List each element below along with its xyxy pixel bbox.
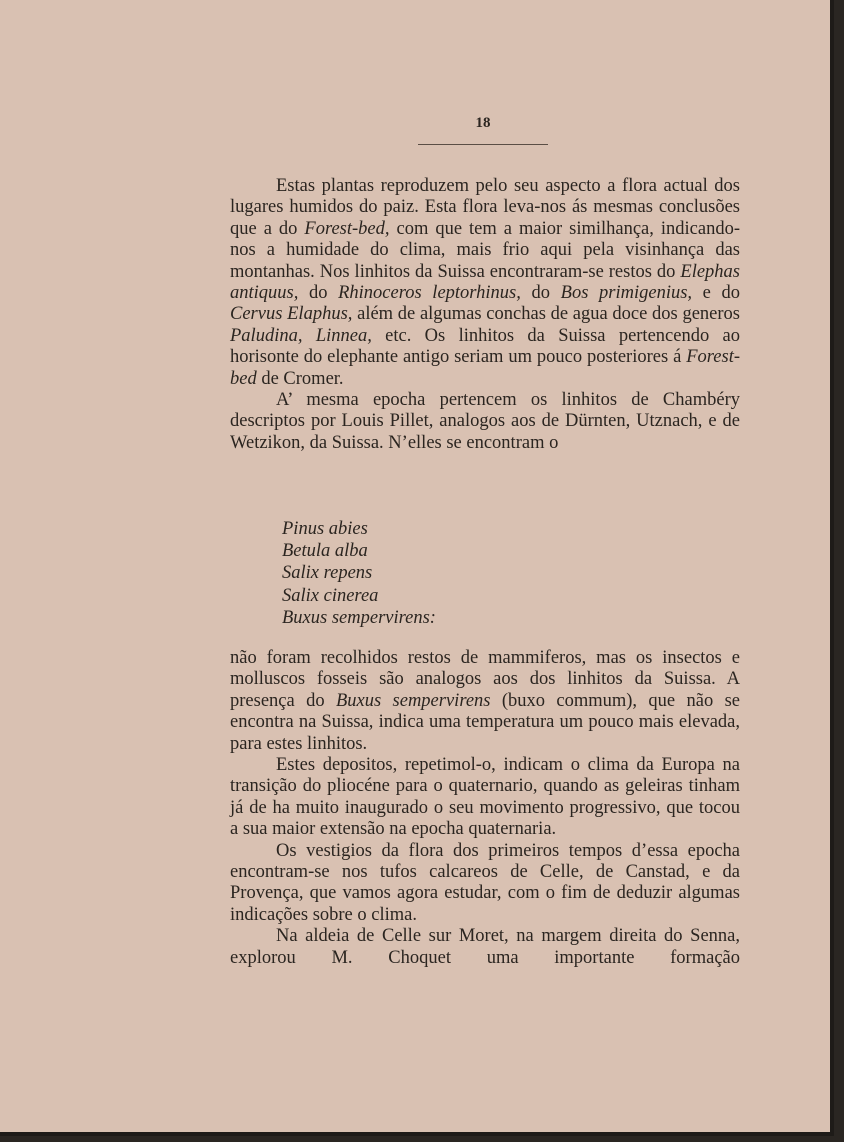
page-number: 18 [475, 115, 491, 131]
paragraph-deposits: Estes depositos, repetimol-o, indicam o clima da Europa na transição do pliocéne para o quaternario, quando as geleiras tinham já de ha muito inaugurado o seu movimento progressivo, que tocou a sua maior extensão na epocha quaternaria. [230, 755, 740, 840]
text-block-upper [230, 176, 740, 454]
species-item: Buxus sempervirens: [282, 607, 436, 628]
species-item: Salix cinerea [282, 585, 379, 606]
italic-term: Paludina, [230, 325, 303, 346]
paragraph-chambery: A’ mesma epocha pertencem os linhitos de Chambéry descriptos por Louis Pillet, analogos aos de Dürnten, Utznach, e de Wetzikon, da Suissa. N’elles se encontram o [230, 390, 740, 453]
header-rule [418, 144, 548, 145]
paragraph-celle: Na aldeia de Celle sur Moret, na margem direita do Senna, explorou M. Choquet uma importante formação [230, 926, 740, 968]
paragraph-plants-flora: Estas plantas reproduzem pelo seu aspecto a flora actual dos lugares humidos do paiz. Esta flora leva-nos ás mesmas conclusões que a do Forest-bed, com que tem a maior similhança, indicando-nos a humidade do clima, mais frio aqui pela visinhança das montanhas. Nos linhitos da Suissa encontraram-se restos do Elephas antiquus, do Rhinoceros leptorhinus, do Bos primigenius, e do Cervus Elaphus, além de algumas conchas de agua doce dos generos Paludina, Linnea, etc. Os linhitos da Suissa pertencendo ao horisonte do elephante antigo seriam um pouco posteriores á Forest-bed de Cromer. [230, 176, 741, 389]
italic-term: Forest-bed [230, 347, 740, 389]
italic-term: Linnea, [315, 325, 372, 346]
species-item: Betula alba [282, 541, 368, 562]
italic-term: Bos primigenius, [560, 283, 693, 304]
paragraph-mammals: não foram recolhidos restos de mammiferos, mas os insectos e molluscos fosseis são analogos aos dos linhitos da Suissa. A presença do Buxus sempervirens (buxo commum), que não se encontra na Suissa, indica uma temperatura um pouco mais elevada, para estes linhitos. [230, 648, 740, 754]
text-block-lower [230, 648, 740, 969]
species-item: Pinus abies [282, 519, 368, 539]
italic-term: Elephas antiquus, [230, 261, 740, 304]
italic-term: Buxus sempervirens [335, 690, 491, 711]
italic-term: Rhinoceros leptorhinus, [338, 283, 521, 304]
italic-term: Forest-bed, [304, 218, 390, 239]
italic-term: Cervus Elaphus, [230, 304, 353, 325]
species-list [282, 518, 436, 629]
species-item: Salix repens [282, 563, 373, 584]
paragraph-vestiges: Os vestigios da flora dos primeiros tempos d’essa epocha encontram-se nos tufos calcareos de Celle, de Canstad, e da Provença, que vamos agora estudar, com o fim de deduzir algumas indicações sobre o clima. [230, 840, 740, 925]
